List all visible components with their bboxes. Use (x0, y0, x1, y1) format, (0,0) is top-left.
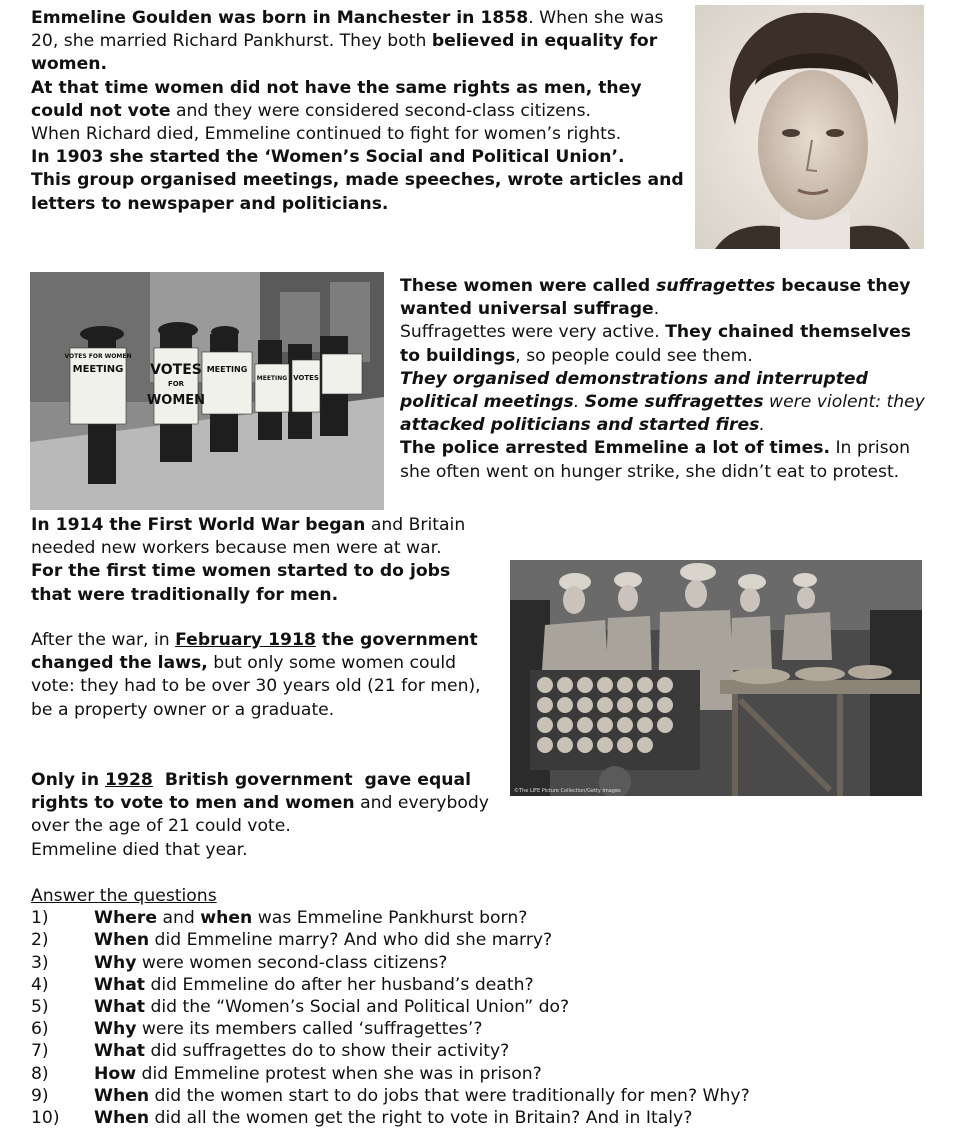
after-war-paragraph: After the war, in February 1918 the government changed the laws, but only some women could vote: they had to be over 30 years old (21 for men), be a property owner or a graduate. (31, 630, 481, 720)
sign-text: VOTES (293, 374, 319, 382)
question-item: 7) What did suffragettes do to show their activity? (31, 1041, 510, 1062)
sign-text: MEETING (256, 375, 288, 382)
question-item: 9) When did the women start to do jobs that were traditionally for men? Why? (31, 1085, 750, 1106)
question-item: 3) Why were women second-class citizens? (31, 952, 448, 973)
questions-heading: Answer the questions (31, 886, 217, 906)
sign-text: VOTES (150, 362, 202, 378)
war-paragraph: In 1914 the First World War began and Britain needed new workers because men were at war. For the first time women started to do jobs that were traditionally for men. (31, 515, 466, 605)
suffragettes-paragraph: These women were called suffragettes because they wanted universal suffrage. Suffragettes were very active. They chained themselves to buildings, so people could see them. They organised demonstrations and interrupted political meetings. Some suffragettes were violent: they attacked politicians and started fires. The police arrested Emmeline a lot of times. In prison she often went on hunger strike, she didn’t eat to protest. (400, 276, 925, 482)
intro-birth: Emmeline Goulden was born in Manchester in 1858 (31, 8, 529, 28)
intro-fight: When Richard died, Emmeline continued to fight for women’s rights. (31, 124, 622, 145)
intro-rights: At that time women did not have the same rights as men, they could not vote (31, 77, 642, 121)
question-item: 2) When did Emmeline marry? And who did she marry? (31, 930, 553, 951)
questions-section (31, 885, 931, 1129)
question-item: 8) How did Emmeline protest when she was in prison? (31, 1063, 542, 1084)
question-item: 5) What did the “Women’s Social and Political Union” do? (31, 996, 570, 1017)
question-item: 10) When did all the women get the right to vote in Britain? And in Italy? (31, 1107, 693, 1128)
intro-paragraph: Emmeline Goulden was born in Manchester in 1858. When she was 20, she married Richard Pankhurst. They both believed in equality for women. At that time women did not have the same rights as men, they could not vote and they were considered second-class citizens. When Richard died, Emmeline continued to fight for women’s rights. In 1903 she started the ‘Women’s Social and Political Union’. This group organised meetings, made speeches, wrote articles and letters to newspaper and politicians. (31, 8, 684, 214)
sign-text: WOMEN (146, 393, 206, 408)
sign-text: MEETING (72, 364, 124, 375)
munitions-factory-photo (510, 560, 922, 796)
intro-activities: This group organised meetings, made speeches, wrote articles and letters to newspaper and politicians. (31, 170, 684, 214)
questions-list (31, 907, 931, 1129)
suffragette-march-photo (30, 272, 384, 510)
sign-text: FOR (167, 380, 185, 388)
sign-text: MEETING (206, 365, 248, 374)
intro-union: In 1903 she started the ‘Women’s Social and Political Union’. (31, 147, 625, 168)
question-item: 4) What did Emmeline do after her husband’s death? (31, 974, 534, 995)
question-item: 6) Why were its members called ‘suffragettes’? (31, 1019, 483, 1040)
photo-credit: ©The LIFE Picture Collection/Getty Images (514, 788, 621, 794)
question-item: 1) Where and when was Emmeline Pankhurst born? (31, 908, 528, 929)
equal-rights-paragraph: Only in 1928 British government gave equal rights to vote to men and women and everybody over the age of 21 could vote. Emmeline died that year. (31, 770, 489, 860)
sign-text: VOTES FOR WOMEN (64, 353, 132, 360)
emmeline-portrait-photo (695, 5, 924, 249)
